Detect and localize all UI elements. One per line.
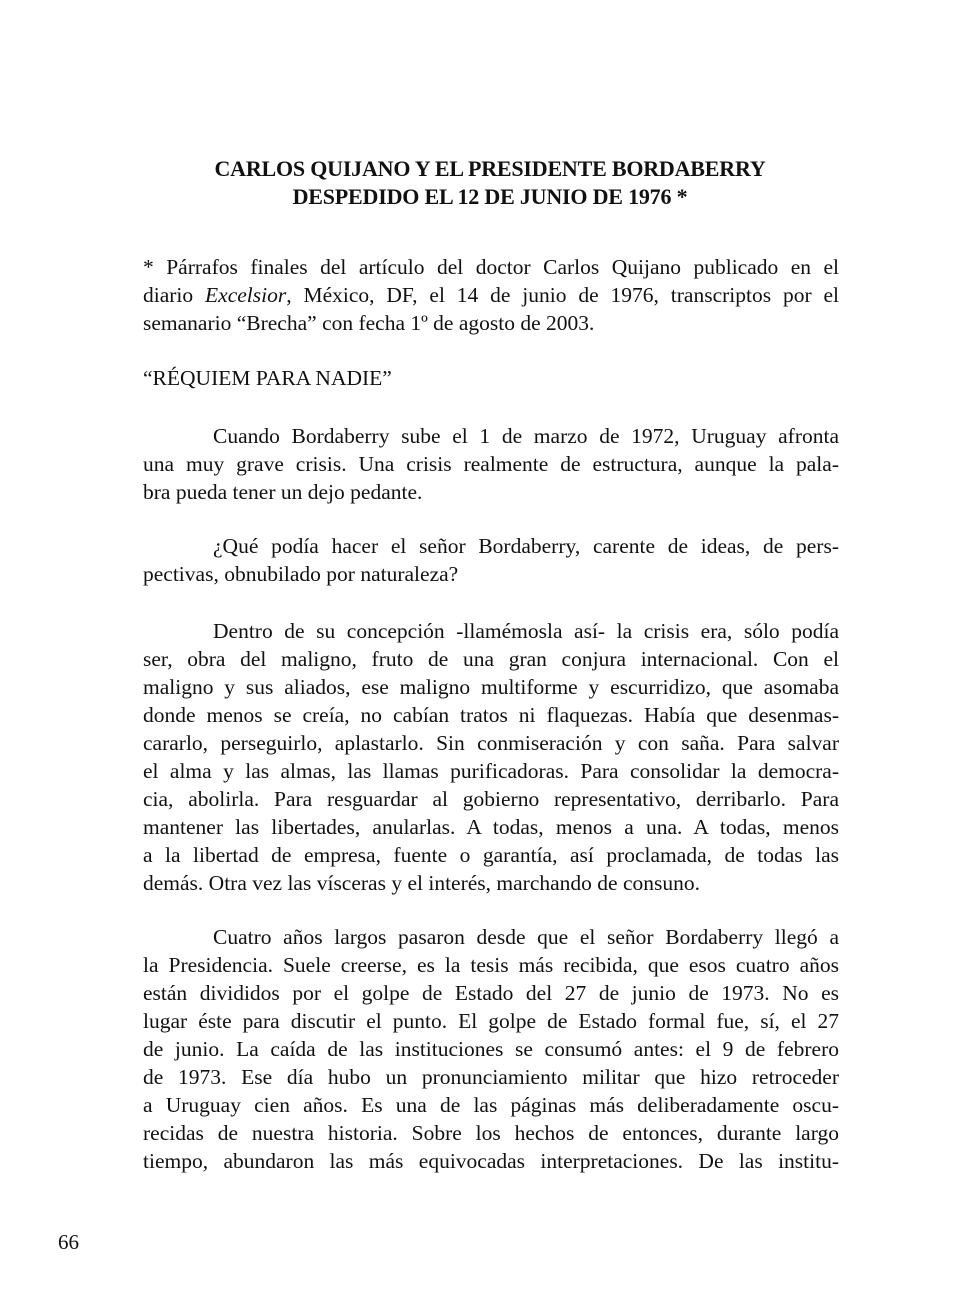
paragraph-line: la Presidencia. Suele creerse, es la tesis más recibida, que esos cuatro años — [143, 953, 839, 977]
paragraph-line: de 1973. Ese día hubo un pronunciamiento militar que hizo retroceder — [143, 1065, 839, 1089]
footnote — [143, 253, 839, 337]
paragraph-line: ser, obra del maligno, fruto de una gran conjura internacional. Con el — [143, 647, 839, 671]
paragraph-line: cararlo, perseguirlo, aplastarlo. Sin conmiseración y con saña. Para salvar — [143, 731, 839, 755]
paragraph-line: tiempo, abundaron las más equivocadas interpretaciones. De las institu- — [143, 1149, 839, 1173]
paragraph-line: demás. Otra vez las vísceras y el interés, marchando de consuno. — [143, 871, 701, 895]
paragraph-line: están divididos por el golpe de Estado del 27 de junio de 1973. No es — [143, 981, 839, 1005]
paragraph-line: el alma y las almas, las llamas purificadoras. Para consolidar la democra- — [143, 759, 839, 783]
paragraph — [143, 617, 839, 897]
paragraph-line: una muy grave crisis. Una crisis realmente de estructura, aunque la pala- — [143, 452, 839, 476]
title-line: CARLOS QUIJANO Y EL PRESIDENTE BORDABERRY — [214, 155, 766, 181]
paragraph-line: de junio. La caída de las instituciones se consumó antes: el 9 de febrero — [143, 1037, 839, 1061]
paragraph-line: Cuando Bordaberry sube el 1 de marzo de 1972, Uruguay afronta — [213, 424, 839, 448]
paragraph-line: a Uruguay cien años. Es una de las páginas más deliberadamente oscu- — [143, 1093, 839, 1117]
footnote-line: * Párrafos finales del artículo del doctor Carlos Quijano publicado en el — [143, 255, 839, 279]
footnote-text: diario — [143, 283, 206, 307]
paragraph-line: ¿Qué podía hacer el señor Bordaberry, carente de ideas, de pers- — [213, 534, 839, 558]
paragraph-line: lugar éste para discutir el punto. El golpe de Estado formal fue, sí, el 27 — [143, 1009, 839, 1033]
paragraph-line: donde menos se creía, no cabían tratos ni flaquezas. Había que desenmas- — [143, 703, 839, 727]
paragraph — [143, 532, 839, 588]
footnote-text: , México, DF, el 14 de junio de 1976, transcriptos por el — [286, 283, 839, 307]
paragraph-line: Cuatro años largos pasaron desde que el señor Bordaberry llegó a — [213, 925, 839, 949]
paragraph-line: maligno y sus aliados, ese maligno multiforme y escurridizo, que asomaba — [143, 675, 839, 699]
paragraph-line: pectivas, obnubilado por naturaleza? — [143, 562, 459, 586]
paragraph-line: a la libertad de empresa, fuente o garantía, así proclamada, de todas las — [143, 843, 839, 867]
paragraph — [143, 923, 839, 1175]
newspaper-name: Excelsior — [205, 283, 287, 307]
footnote-line — [143, 281, 839, 309]
footnote-line: semanario “Brecha” con fecha 1º de agosto de 2003. — [143, 311, 595, 335]
page-number: 66 — [58, 1230, 79, 1254]
subtitle-text: “RÉQUIEM PARA NADIE” — [143, 366, 392, 390]
paragraph-line: mantener las libertades, anularlas. A todas, menos a una. A todas, menos — [143, 815, 839, 839]
paragraph-line: Dentro de su concepción -llamémosla así- la crisis era, sólo podía — [213, 619, 839, 643]
title-line: DESPEDIDO EL 12 DE JUNIO DE 1976 * — [292, 183, 688, 209]
paragraph — [143, 422, 839, 506]
article-subtitle — [143, 364, 839, 392]
page-title — [140, 155, 840, 211]
paragraph-line: recidas de nuestra historia. Sobre los hechos de entonces, durante largo — [143, 1121, 839, 1145]
paragraph-line: bra pueda tener un dejo pedante. — [143, 480, 423, 504]
paragraph-line: cia, abolirla. Para resguardar al gobierno representativo, derribarlo. Para — [143, 787, 839, 811]
